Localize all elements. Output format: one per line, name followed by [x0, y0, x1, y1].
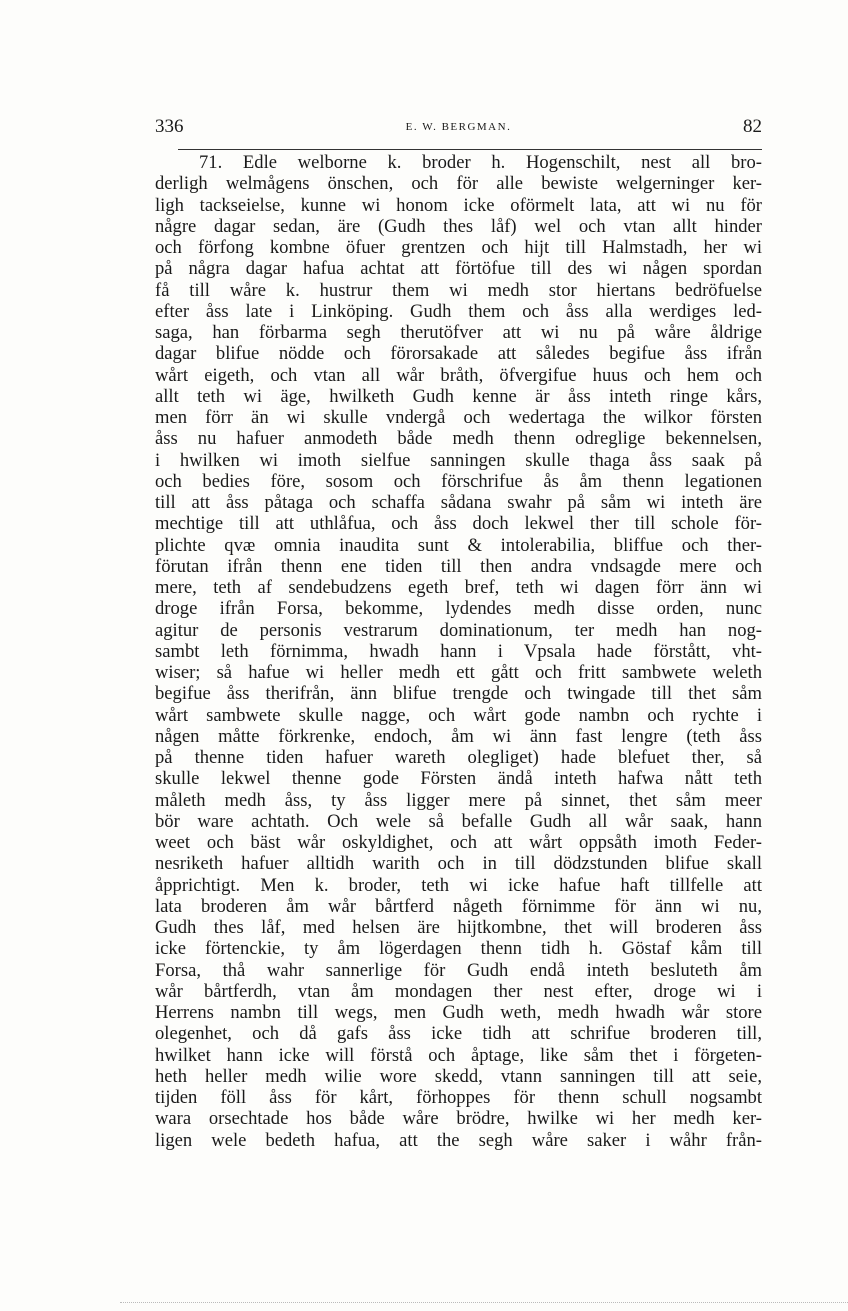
text-line: saga, han förbarma segh therutöfver att wi nu på wåre åldrige: [155, 322, 762, 343]
text-line: derligh welmågens önschen, och för alle bewiste welgerninger ker-: [155, 173, 762, 195]
text-line: begifue åss therifrån, änn blifue trengde och twingade till thet såm: [155, 683, 762, 705]
text-line: på några dagar hafua achtat att förtöfue till des wi någen spordan: [155, 258, 762, 280]
text-line: få till wåre k. hustrur them wi medh stor hiertans bedröfuelse: [155, 279, 762, 301]
text-line: heth heller medh wilie wore skedd, vtann sanningen till att seie,: [155, 1065, 762, 1087]
text-line: wårt sambwete skulle nagge, och wårt gode nambn och rychte i: [155, 704, 762, 726]
text-line: måleth medh åss, ty åss ligger mere på sinnet, thet såm meer: [155, 789, 762, 811]
text-line: wårt eigeth, och vtan all wår bråth, öfvergifue huus och hem och: [155, 364, 762, 386]
text-line: dagar blifue nödde och förorsakade att således begifue åss ifrån: [155, 343, 762, 365]
page-header: [155, 116, 762, 142]
text-line: olegenhet, och då gafs åss icke tidh att schrifue broderen till,: [155, 1023, 762, 1045]
text-line: någen måtte förkrenke, endoch, åm wi änn fast lengre (teth åss: [155, 725, 762, 747]
text-line: agitur de personis vestrarum dominationum, ter medh han nog-: [155, 619, 762, 641]
text-line: 71. Edle welborne k. broder h. Hogenschilt, nest all bro-: [199, 152, 762, 173]
text-line: tijden föll åss för kårt, förhoppes för thenn schull nogsambt: [155, 1087, 762, 1108]
text-line: åpprichtigt. Men k. broder, teth wi icke hafue haft tillfelle att: [155, 874, 762, 896]
text-line: Forsa, thå wahr sannerlige för Gudh endå inteth besluteth åm: [155, 959, 762, 981]
text-line: mere, teth af sendebudzens egeth bref, teth wi dagen förr änn wi: [155, 577, 762, 598]
text-line: och förfong kombne öfuer grentzen och hijt till Halmstadh, her wi: [155, 237, 762, 258]
page-edge: [120, 1302, 848, 1303]
text-line: till att åss påtaga och schaffa sådana swahr på såm wi inteth äre: [155, 492, 762, 513]
text-line: weet och bäst wår oskyldighet, och att wårt oppsåth imoth Feder-: [155, 832, 762, 853]
text-line: men förr än wi skulle vndergå och wedertaga the wilkor försten: [155, 407, 762, 428]
text-line: hwilket hann icke will förstå och åptage, like såm thet i förgeten-: [155, 1044, 762, 1066]
text-line: i hwilken wi imoth sielfue sanningen skulle thaga åss saak på: [155, 449, 762, 471]
text-line: och bedies före, sosom och förschrifue ås åm thenn legationen: [155, 470, 762, 492]
text-line: allt teth wi äge, hwilketh Gudh kenne är åss inteth ringe kårs,: [155, 385, 762, 407]
text-line: på thenne tiden hafuer wareth olegliget) hade blefuet ther, så: [155, 747, 762, 768]
text-line: nesriketh hafuer alltidh warith och in till dödzstunden blifue skall: [155, 853, 762, 875]
text-line: wår bårtferdh, vtan åm mondagen ther nest efter, droge wi i: [155, 980, 762, 1002]
text-line: skulle lekwel thenne gode Försten ändå inteth hafwa nått teth: [155, 768, 762, 790]
text-line: efter åss late i Linköping. Gudh them och åss alla werdiges led-: [155, 300, 762, 322]
letter-body: [155, 152, 762, 1151]
text-line: mechtige till att uthlåfua, och åss doch lekwel ther till schole för-: [155, 513, 762, 535]
text-line: ligen wele bedeth hafua, att the segh wåre saker i wåhr från-: [155, 1129, 762, 1151]
text-line: sambt leth förnimma, hwadh hann i Vpsala hade förstått, vht-: [155, 640, 762, 662]
text-line: lata broderen åm wår bårtferd någeth förnimme för änn wi nu,: [155, 895, 762, 917]
text-line: någre dagar sedan, äre (Gudh thes låf) wel och vtan allt hinder: [155, 215, 762, 237]
text-line: bör ware achtath. Och wele så befalle Gudh all wår saak, hann: [155, 810, 762, 832]
page-number: 336: [155, 116, 184, 137]
text-line: droge ifrån Forsa, bekomme, lydendes medh disse orden, nunc: [155, 598, 762, 620]
running-head: E. W. BERGMAN.: [405, 121, 512, 133]
text-line: wara orsechtade hos både wåre brödre, hwilke wi her medh ker-: [155, 1108, 762, 1130]
text-line: plichte qvæ omnia inaudita sunt & intolerabilia, bliffue och ther-: [155, 534, 762, 556]
document-number: 82: [743, 116, 762, 137]
text-line: åss nu hafuer anmodeth både medh thenn odreglige bekennelsen,: [155, 428, 762, 450]
text-line: Herrens nambn till wegs, men Gudh weth, medh hwadh wår store: [155, 1002, 762, 1023]
text-line: icke förtenckie, ty åm lögerdagen thenn tidh h. Göstaf kåm till: [155, 938, 762, 960]
text-line: förutan ifrån thenn ene tiden till then andra vndsagde mere och: [155, 555, 762, 577]
header-rule: [178, 149, 762, 150]
text-line: wiser; så hafue wi heller medh ett gått och fritt sambwete weleth: [155, 662, 762, 683]
text-line: ligh tackseielse, kunne wi honom icke oförmelt lata, att wi nu för: [155, 194, 762, 216]
text-line: Gudh thes låf, med helsen äre hijtkombne, thet will broderen åss: [155, 917, 762, 938]
